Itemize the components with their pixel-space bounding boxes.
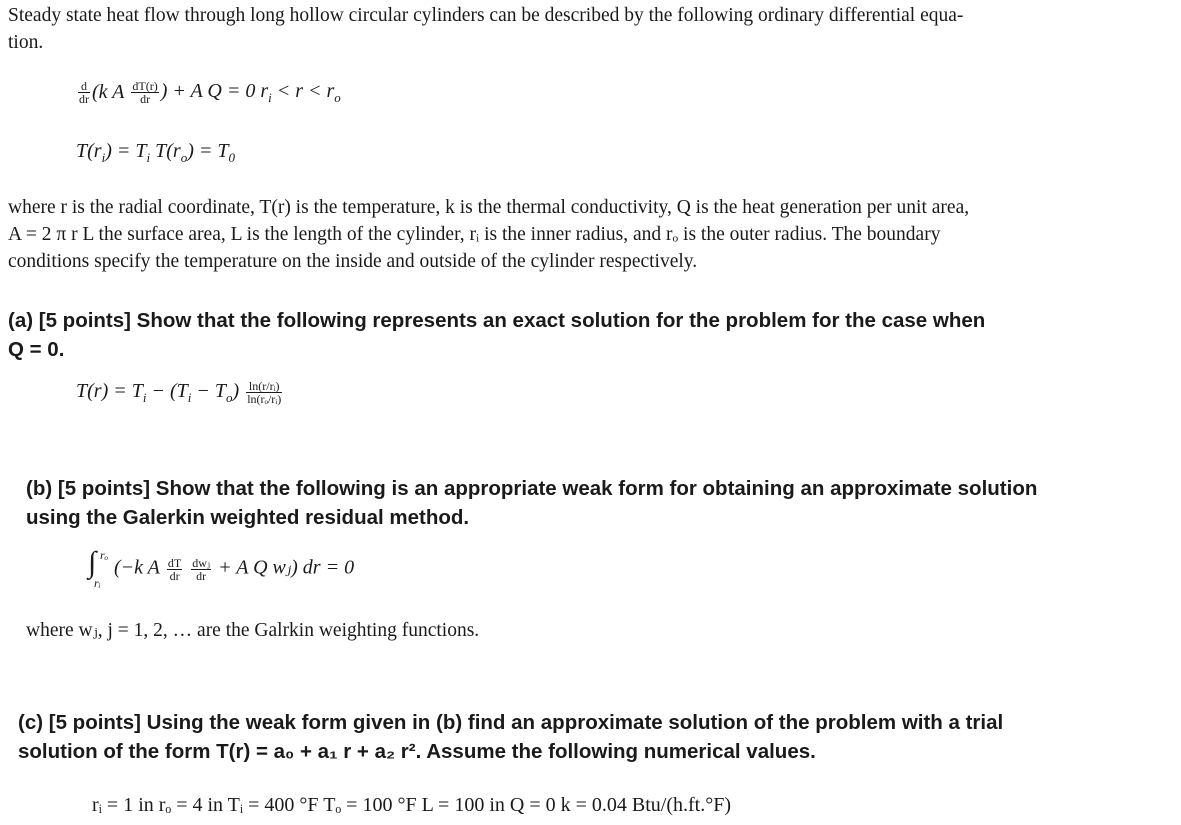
where-paragraph xyxy=(8,194,1178,275)
part-c-line-1: (c) [5 points] Using the weak form given in (b) find an approximate solution of the problem with a trial xyxy=(18,711,1004,734)
integral-sign: ∫ rₒ rᵢ xyxy=(88,546,109,590)
intro-paragraph xyxy=(8,2,1178,56)
intro-line-2: tion. xyxy=(8,32,44,53)
part-a-line-2: Q = 0. xyxy=(8,338,65,361)
dT-dr-fraction: $\frac{dT(r)}{dr}$ xyxy=(132,79,158,106)
part-b-line-1: (b) [5 points] Show that the following is an appropriate weak form for obtaining an approximate solution xyxy=(26,477,1038,500)
part-b-where: where wⱼ, j = 1, 2, … are the Galrkin weighting functions. xyxy=(26,620,480,641)
intro-line-1: Steady state heat flow through long hollow circular cylinders can be described by the following ordinary differential equa- xyxy=(8,5,964,26)
part-a-equation: $T(r) = T_i - (T_i - T_o)$ $\frac{\text{ln(r/rᵢ)}}{\text{ln(rₒ/rᵢ)}}$ xyxy=(76,379,282,406)
part-c-heading xyxy=(18,708,1178,766)
part-a-heading xyxy=(8,306,1178,364)
weak-form-equation: ∫ rₒ rᵢ (−k A $\frac{dT}{dr}$ $\frac{\text{dwⱼ}}{dr}$ + A Q wⱼ) dr = 0 xyxy=(88,546,355,590)
part-c-line-2: solution of the form T(r) = a₀ + a₁ r + a₂ r². Assume the following numerical values. xyxy=(18,740,816,763)
dT-dr-fraction-b: $\frac{dT}{dr}$ xyxy=(167,555,182,583)
where-line-1: where r is the radial coordinate, T(r) is the temperature, k is the thermal conductivity, Q is the heat generation per unit area, xyxy=(8,197,970,218)
ode-equation: $\frac{d}{dr}$ (k A $\frac{dT(r)}{dr}$ ) + A Q = 0 $r_i < r < r_o$ xyxy=(79,79,341,106)
log-ratio-fraction: $\frac{\text{ln(r/rᵢ)}}{\text{ln(rₒ/rᵢ)}}$ xyxy=(247,379,282,406)
boundary-conditions: $T(r_i) = T_i$ $T(r_o) = T_0$ xyxy=(76,140,235,165)
dw-dr-fraction: $\frac{\text{dwⱼ}}{dr}$ xyxy=(192,555,211,583)
where-line-3: conditions specify the temperature on the inside and outside of the cylinder respectively. xyxy=(8,251,698,272)
part-b-heading xyxy=(26,474,1181,532)
where-line-2: A = 2 π r L the surface area, L is the length of the cylinder, rᵢ is the inner radius, and rₒ is the outer radius. The boundary xyxy=(8,224,941,245)
part-a-line-1: (a) [5 points] Show that the following represents an exact solution for the problem for the case when xyxy=(8,309,986,332)
numerical-values: rᵢ = 1 in rₒ = 4 in Tᵢ = 400 °F Tₒ = 100 °F L = 100 in Q = 0 k = 0.04 Btu/(h.ft.°F) xyxy=(92,794,731,816)
d-dr-fraction: $\frac{d}{dr}$ xyxy=(79,79,89,106)
part-b-line-2: using the Galerkin weighted residual method. xyxy=(26,506,470,529)
